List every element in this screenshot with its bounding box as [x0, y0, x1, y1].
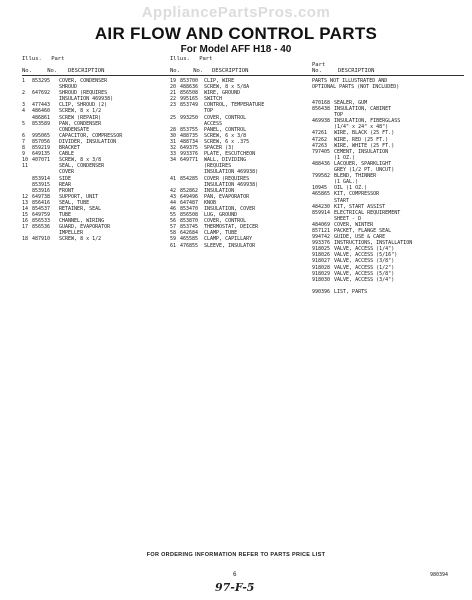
cell-part: 797405	[312, 148, 331, 155]
cell-desc: CLAMP, TUBE	[204, 230, 238, 237]
cell-desc: VALVE, ACCESS (5/8")	[334, 270, 395, 277]
cell-ill: 8	[22, 145, 26, 152]
cell-desc: SUPPORT, UNIT	[59, 193, 99, 200]
cell-part: 649135	[32, 151, 51, 158]
cell-desc: PAN, EVAPORATOR	[204, 193, 250, 200]
cell-desc: CHANNEL, WIRING	[59, 218, 105, 225]
table-row	[22, 236, 170, 242]
cell-part: 47262	[312, 136, 328, 143]
cell-part: 918027	[312, 258, 331, 265]
cell-ill: 19	[170, 78, 177, 84]
cell-ill: 31	[170, 138, 177, 145]
cell-ill: 17	[22, 224, 29, 231]
cell-ill: 3	[22, 102, 26, 109]
cell-part: 649375	[180, 145, 199, 152]
cell-desc: COVER, CONTROL	[204, 218, 247, 225]
header-no: No.	[22, 67, 32, 74]
header-no: No.	[170, 67, 180, 74]
cell-ill: 1	[22, 78, 26, 84]
header-no: No.	[312, 67, 322, 74]
cell-part: 476855	[180, 242, 199, 249]
handwritten-note: 97-F-5	[215, 581, 255, 594]
cell-desc: COVER, WINTER	[334, 221, 374, 228]
cell-desc: GUARD, EVAPORATOR	[59, 224, 111, 231]
cell-part: 853915	[32, 181, 51, 188]
cell-desc: VALVE, ACCESS (1/4")	[334, 246, 395, 253]
cell-desc: VALVE, ACCESS (3/4")	[334, 276, 395, 283]
cell-part: 484069	[312, 221, 331, 228]
table-row	[170, 243, 312, 249]
cell-ill: 57	[170, 224, 177, 231]
cell-ill: 18	[22, 236, 29, 243]
cell-desc: SCREW, 6 x 3/8	[204, 132, 247, 139]
cell-desc: CONTROL, TEMPERATURE	[204, 102, 265, 109]
cell-desc: COVER, CONTROL	[204, 114, 247, 121]
cell-part: 649759	[32, 212, 51, 219]
cell-desc: SIDE	[59, 175, 72, 182]
header-no2: No.	[193, 67, 204, 74]
cell-ill: 9	[22, 151, 26, 158]
cell-part: 470168	[312, 100, 331, 106]
cell-part: 649496	[180, 193, 199, 200]
cell-part: 853295	[32, 78, 51, 84]
cell-ill: 33	[170, 151, 177, 158]
cell-part: 918025	[312, 246, 331, 253]
column-header	[170, 56, 312, 76]
cell-part: 853749	[180, 102, 199, 109]
cell-desc: BLEND, THINNER	[334, 173, 377, 180]
header-part: Part	[199, 56, 213, 62]
parts-column-3	[312, 56, 464, 295]
note-line: OPTIONAL PARTS (NOT INCLUDED)	[312, 84, 400, 90]
cell-desc: IMPELLER	[59, 230, 84, 237]
cell-desc: INSTRUCTIONS, INSTALLATION	[334, 240, 413, 247]
cell-part: 488734	[180, 138, 199, 145]
cell-desc: SWITCH	[204, 96, 223, 103]
cell-part: 647692	[32, 90, 51, 97]
cell-part: 859219	[32, 145, 51, 152]
cell-desc: INSULATION	[204, 187, 235, 194]
cell-desc: CLIP, WIRE	[204, 78, 235, 84]
cell-ill: 22	[170, 96, 177, 103]
watermark: AppliancePartsPros.com	[141, 4, 331, 21]
cell-desc: VALVE, ACCESS (3/8")	[334, 258, 395, 265]
cell-part: 488735	[180, 132, 199, 139]
header-description: DESCRIPTION	[212, 67, 249, 74]
cell-desc: PANEL, CONTROL	[204, 126, 247, 133]
cell-desc: WIRE, WHITE (25 FT.)	[334, 142, 395, 149]
cell-desc: LACQUER, SPARKLIGHT	[334, 160, 392, 167]
cell-part: 857121	[312, 227, 331, 234]
cell-part: 465865	[312, 191, 331, 198]
header-no2: No.	[47, 67, 58, 74]
parts-list	[170, 76, 312, 249]
cell-ill: 12	[22, 193, 29, 200]
cell-desc: INSULATION, CABINET	[334, 106, 392, 113]
cell-part: 995065	[32, 132, 51, 139]
cell-desc: RETAINER, SEAL	[59, 205, 102, 212]
column-header	[312, 56, 464, 76]
cell-part: 853745	[180, 224, 199, 231]
cell-part: 407071	[32, 157, 51, 164]
page-title: AIR FLOW AND CONTROL PARTS	[94, 24, 378, 43]
cell-ill: 13	[22, 199, 29, 206]
cell-desc: LIST, PARTS	[334, 288, 368, 295]
cell-ill: 16	[22, 218, 29, 225]
cell-part: 642684	[180, 230, 199, 237]
cell-part: 993376	[312, 240, 331, 247]
cell-ill: 10	[22, 157, 29, 164]
cell-desc: INSULATION 469938)	[204, 181, 259, 188]
cell-desc: SHEET - D	[334, 215, 362, 222]
cell-part: 649771	[180, 157, 199, 164]
cell-desc: (1/4" x 24" x 48")	[334, 124, 389, 131]
cell-desc: ELECTRICAL REQUIREMENT	[334, 209, 401, 216]
cell-desc: COVER, CONDENSER	[59, 78, 108, 84]
cell-desc: VALVE, ACCESS (5/16")	[334, 252, 398, 259]
cell-desc: GUIDE, USE & CARE	[334, 234, 386, 241]
cell-part: 857056	[32, 138, 51, 145]
cell-part: 993250	[180, 114, 199, 121]
header-illus: Illus.	[22, 56, 42, 62]
cell-desc: FRONT	[59, 187, 75, 194]
cell-part: 853700	[180, 78, 199, 84]
cell-desc: SEALER, GUM	[334, 100, 368, 106]
cell-desc: WALL, DIVIDING	[204, 157, 247, 164]
cell-ill: 14	[22, 205, 29, 212]
cell-desc: ACCESS	[204, 120, 223, 127]
cell-ill: 44	[170, 199, 177, 206]
cell-part: 10945	[312, 185, 328, 192]
cell-part: 488636	[180, 84, 199, 91]
cell-desc: GREY (1/2 PT. UNCUT)	[334, 167, 395, 174]
cell-desc: BRACKET	[59, 145, 81, 152]
cell-desc: (REQUIRES	[204, 163, 232, 170]
cell-part: 484230	[312, 203, 331, 210]
cell-ill: 11	[22, 163, 29, 170]
cell-part: 853870	[180, 218, 199, 225]
cell-ill: 20	[170, 84, 177, 91]
cell-desc: PLATE, ESCUTCHEON	[204, 151, 256, 158]
cell-desc: CEMENT, INSULATION	[334, 148, 389, 155]
cell-part: 918028	[312, 264, 331, 271]
cell-part: 486460	[32, 108, 51, 115]
cell-desc: (1 OZ.)	[334, 154, 356, 161]
model-subtitle: For Model AFF H18 - 40	[180, 44, 292, 55]
parts-list	[312, 100, 464, 295]
cell-ill: 15	[22, 212, 29, 219]
cell-part: 856508	[180, 212, 199, 219]
cell-desc: COVER (REQUIRES	[204, 175, 250, 182]
cell-ill: 5	[22, 120, 26, 127]
cell-desc: (1 GAL.)	[334, 179, 359, 186]
cell-ill: 42	[170, 187, 177, 194]
cell-ill: 46	[170, 205, 177, 212]
cell-part: 918029	[312, 270, 331, 277]
cell-part: 856533	[32, 218, 51, 225]
cell-part: 853470	[180, 205, 199, 212]
cell-desc: CLAMP, CAPILLARY	[204, 236, 253, 243]
cell-desc: INSULATION 469938)	[204, 169, 259, 176]
cell-part: 47263	[312, 142, 328, 149]
cell-desc: KIT, START ASSIST	[334, 203, 386, 210]
cell-part: 486861	[32, 114, 51, 121]
cell-part: 487910	[32, 236, 51, 243]
page-number: 6	[233, 571, 237, 578]
cell-desc: SCREW, 8 x 1/2	[59, 236, 102, 243]
cell-ill: 41	[170, 175, 177, 182]
cell-desc: SCREW, 8 x 5/8A	[204, 84, 250, 91]
cell-part: 856536	[32, 224, 51, 231]
cell-desc: SCREW, 8 x 3/8	[59, 157, 102, 164]
cell-ill: 28	[170, 126, 177, 133]
cell-part: 856508	[180, 90, 199, 97]
cell-part: 995165	[180, 96, 199, 103]
optional-parts-note	[312, 76, 464, 100]
column-header	[22, 56, 170, 76]
cell-desc: CAPACITOR, COMPRESSOR	[59, 132, 123, 139]
header-illus: Illus.	[170, 56, 190, 62]
cell-desc: WIRE, BLACK (25 FT.)	[334, 130, 395, 137]
header-part: Part	[51, 56, 65, 62]
cell-desc: SEAL, TUBE	[59, 199, 90, 206]
cell-ill: 34	[170, 157, 177, 164]
cell-desc: SCREW, 8 x 1/2	[59, 108, 102, 115]
cell-desc: CONDENSATE	[59, 126, 90, 133]
header-description: DESCRIPTION	[68, 67, 105, 74]
cell-desc: SCREW (REPAIR)	[59, 114, 102, 121]
cell-desc: WIRE, RED (25 FT.)	[334, 136, 389, 143]
cell-part: 854537	[32, 205, 51, 212]
cell-ill: 32	[170, 145, 177, 152]
cell-ill: 2	[22, 90, 26, 97]
cell-part: 465585	[180, 236, 199, 243]
cell-desc: KIT, COMPRESSOR	[334, 191, 380, 198]
cell-desc: CABLE	[59, 151, 75, 158]
cell-ill: 4	[22, 108, 26, 115]
cell-desc: SLEEVE, INSULATOR	[204, 242, 256, 249]
cell-ill: 61	[170, 242, 177, 249]
cell-desc: COVER	[59, 169, 75, 176]
cell-part: 799582	[312, 173, 331, 180]
header-description: DESCRIPTION	[338, 67, 375, 74]
cell-desc: CLIP, SHROUD (2)	[59, 102, 108, 109]
cell-desc: SPACER (3)	[204, 145, 235, 152]
cell-part: 477443	[32, 102, 51, 109]
cell-ill: 7	[22, 138, 26, 145]
note-line: PARTS NOT ILLUSTRATED AND	[312, 78, 388, 84]
cell-desc: START	[334, 197, 350, 204]
cell-part: 853755	[180, 126, 199, 133]
cell-desc: DIVIDER, INSULATION	[59, 138, 117, 145]
table-row	[312, 289, 464, 295]
cell-desc: SHROUD (REQUIRES	[59, 90, 108, 97]
cell-part: 47261	[312, 130, 328, 137]
cell-desc: SCREW, 6 x .375	[204, 138, 250, 145]
cell-part: 856416	[32, 199, 51, 206]
cell-desc: INSULATION 469938)	[59, 96, 114, 103]
cell-desc: TOP	[334, 112, 344, 119]
cell-part: 852862	[180, 187, 199, 194]
cell-desc: OIL (1 OZ.)	[334, 185, 368, 192]
cell-ill: 21	[170, 90, 177, 97]
header-part: Part	[312, 62, 326, 68]
cell-desc: PAN, CONDENSER	[59, 120, 102, 127]
document-number: 980394	[430, 572, 449, 578]
cell-desc: TOP	[204, 108, 214, 115]
cell-desc: SHROUD	[59, 84, 78, 91]
cell-desc: TUBE	[59, 212, 72, 219]
cell-part: 990396	[312, 288, 331, 295]
cell-part: 856438	[312, 106, 331, 113]
cell-part: 918030	[312, 276, 331, 283]
cell-part: 854285	[180, 175, 199, 182]
cell-desc: INSULATION, FIBERGLASS	[334, 118, 401, 125]
cell-desc: THERMOSTAT, DEICER	[204, 224, 259, 231]
cell-ill: 59	[170, 236, 177, 243]
parts-column-1	[22, 56, 170, 243]
ordering-info: FOR ORDERING INFORMATION REFER TO PARTS PRICE LIST	[146, 552, 326, 558]
cell-desc: SEAL, CONDENSER	[59, 163, 105, 170]
cell-desc: WIRE, GROUND	[204, 90, 241, 97]
parts-column-2	[170, 56, 312, 249]
cell-ill: 43	[170, 193, 177, 200]
cell-part: 859914	[312, 209, 331, 216]
cell-desc: REAR	[59, 181, 72, 188]
cell-part: 853916	[32, 187, 51, 194]
cell-part: 649738	[32, 193, 51, 200]
cell-ill: 58	[170, 230, 177, 237]
cell-desc: VALVE, ACCESS (1/2")	[334, 264, 395, 271]
cell-ill: 30	[170, 132, 177, 139]
cell-desc: PACKET, FLANGE SEAL	[334, 227, 392, 234]
cell-part: 488436	[312, 160, 331, 167]
cell-part: 853914	[32, 175, 51, 182]
cell-ill: 25	[170, 114, 177, 121]
cell-ill: 6	[22, 132, 26, 139]
parts-list	[22, 76, 170, 243]
cell-part: 918026	[312, 252, 331, 259]
cell-part: 994742	[312, 234, 331, 241]
cell-ill: 23	[170, 102, 177, 109]
cell-desc: LUG, GROUND	[204, 212, 238, 219]
cell-ill: 56	[170, 218, 177, 225]
cell-part: 993376	[180, 151, 199, 158]
cell-part: 647487	[180, 199, 199, 206]
cell-desc: KNOB	[204, 199, 217, 206]
cell-part: 853589	[32, 120, 51, 127]
cell-part: 469938	[312, 118, 331, 125]
cell-ill: 55	[170, 212, 177, 219]
cell-desc: INSULATION, COVER	[204, 205, 256, 212]
